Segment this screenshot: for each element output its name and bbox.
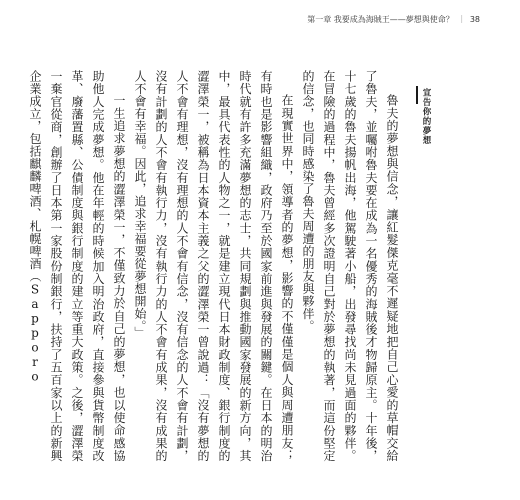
- section-marker-bar: [416, 86, 418, 104]
- paragraph-1: 魯夫的夢想與信念，讓紅髮傑克毫不遲疑地把自己心愛的草帽交給了魯夫，並囑咐魯夫要在成為一名優秀的海賊後才物歸原主。十年後，十七歲的魯夫揚帆出海，他駕駛著小船，出發尋找尚未見過面的夥伴。在冒險的過程中，魯夫曾經多次證明自己對於夢想的執著，而這份堅定的信念，也同時感染了魯夫周遭的朋友與夥伴。: [301, 70, 399, 462]
- paragraph-3: 一生追求夢想的澀澤榮一，不僅致力於自己的夢想，也以使命感協助他人完成夢想。他在年輕的時候加入明治政府，直接參與貨幣制度改革、廢藩置縣、公債制度與銀行制度的建立等重大政策。之後，澀澤榮一棄官從商，創辦了日本第一家股份制銀行，扶持了五百家以上的新興企業成立，包括麒麟啤酒、札幌啤酒（Sapporo: [28, 70, 126, 462]
- page-number: 38: [469, 15, 480, 24]
- chapter-title: 第一章 我要成為海賊王——夢想與使命？: [307, 15, 454, 24]
- section-title: 宣告你的夢想: [421, 88, 431, 145]
- body-text: [24, 70, 402, 462]
- paragraph-2: 在現實世界中，領導者的夢想，影響的不僅僅是個人與周遭朋友；有時也是影響組織，政府乃至於國家前進與發展的關鍵。在日本的明治時代就有許多充滿夢想的志士，共同規劃與推動國家發展的新方向，其中，最具代表性的人物之一，就是建立現代日本財政制度、銀行制度的澀澤榮一，被稱為日本資本主義之父的澀澤榮一曾說過：「沒有夢想的人不會有理想，沒有理想的人不會有信念，沒有信念的人不會有計劃，沒有計劃的人不會有執行力，沒有執行力的人不會有成果，沒有成果的人不會有幸福。因此，追求幸福要從夢想開始。」: [133, 70, 294, 462]
- running-header: [307, 14, 480, 25]
- header-separator: ｜: [457, 15, 466, 24]
